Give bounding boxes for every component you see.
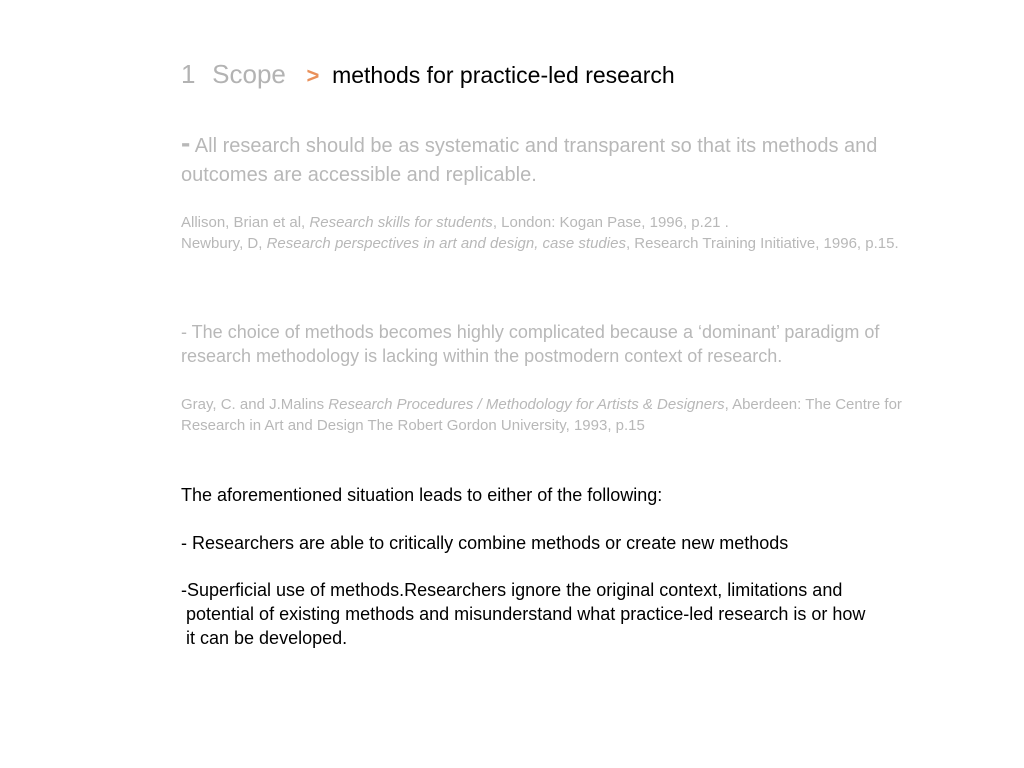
reference-title: Research Procedures / Methodology for Artists & Designers — [328, 396, 725, 413]
reference-prefix: Gray, C. and J.Malins — [181, 396, 329, 413]
option-superficial-use — [181, 578, 961, 650]
reference-newbury — [181, 235, 899, 252]
reference-prefix: Newbury, D, — [181, 235, 267, 252]
quote-text: All research should be as systematic and transparent so that its methods and outcomes are accessible and replicable. — [181, 135, 878, 186]
reference-allison — [181, 214, 729, 231]
reference-suffix: , Research Training Initiative, 1996, p.15. — [625, 235, 899, 252]
option-line: -Superficial use of methods.Researchers ignore the original context, limitations and — [181, 580, 843, 600]
reference-suffix: , Aberdeen: The Centre for Research in Art and Design The Robert Gordon University, 1993, p.15 — [181, 396, 902, 434]
option-line: potential of existing methods and misunderstand what practice-led research is or how — [181, 604, 866, 624]
reference-gray-malins — [181, 394, 931, 436]
option-combine-methods: - Researchers are able to critically combine methods or create new methods — [181, 533, 789, 553]
lead-statement: The aforementioned situation leads to either of the following: — [181, 485, 663, 505]
quote-dash: - — [181, 127, 191, 158]
section-number: 1 — [181, 59, 196, 89]
quote-choice-of-methods: - The choice of methods becomes highly complicated because a ‘dominant’ paradigm of research methodology is lacking within the postmodern context of research. — [181, 322, 880, 366]
slide — [181, 0, 961, 768]
reference-title: Research perspectives in art and design, case studies — [266, 235, 626, 252]
quote-systematic — [181, 128, 941, 190]
reference-prefix: Allison, Brian et al, — [181, 214, 310, 231]
reference-suffix: , London: Kogan Pase, 1996, p.21 . — [492, 214, 729, 231]
section-label: Scope — [212, 59, 286, 89]
slide-title — [181, 58, 675, 92]
reference-title: Research skills for students — [309, 214, 493, 231]
option-line: it can be developed. — [181, 628, 348, 648]
section-subtitle: methods for practice-led research — [332, 62, 675, 88]
references-allison-newbury — [181, 212, 931, 254]
arrow-separator: > — [306, 63, 320, 88]
